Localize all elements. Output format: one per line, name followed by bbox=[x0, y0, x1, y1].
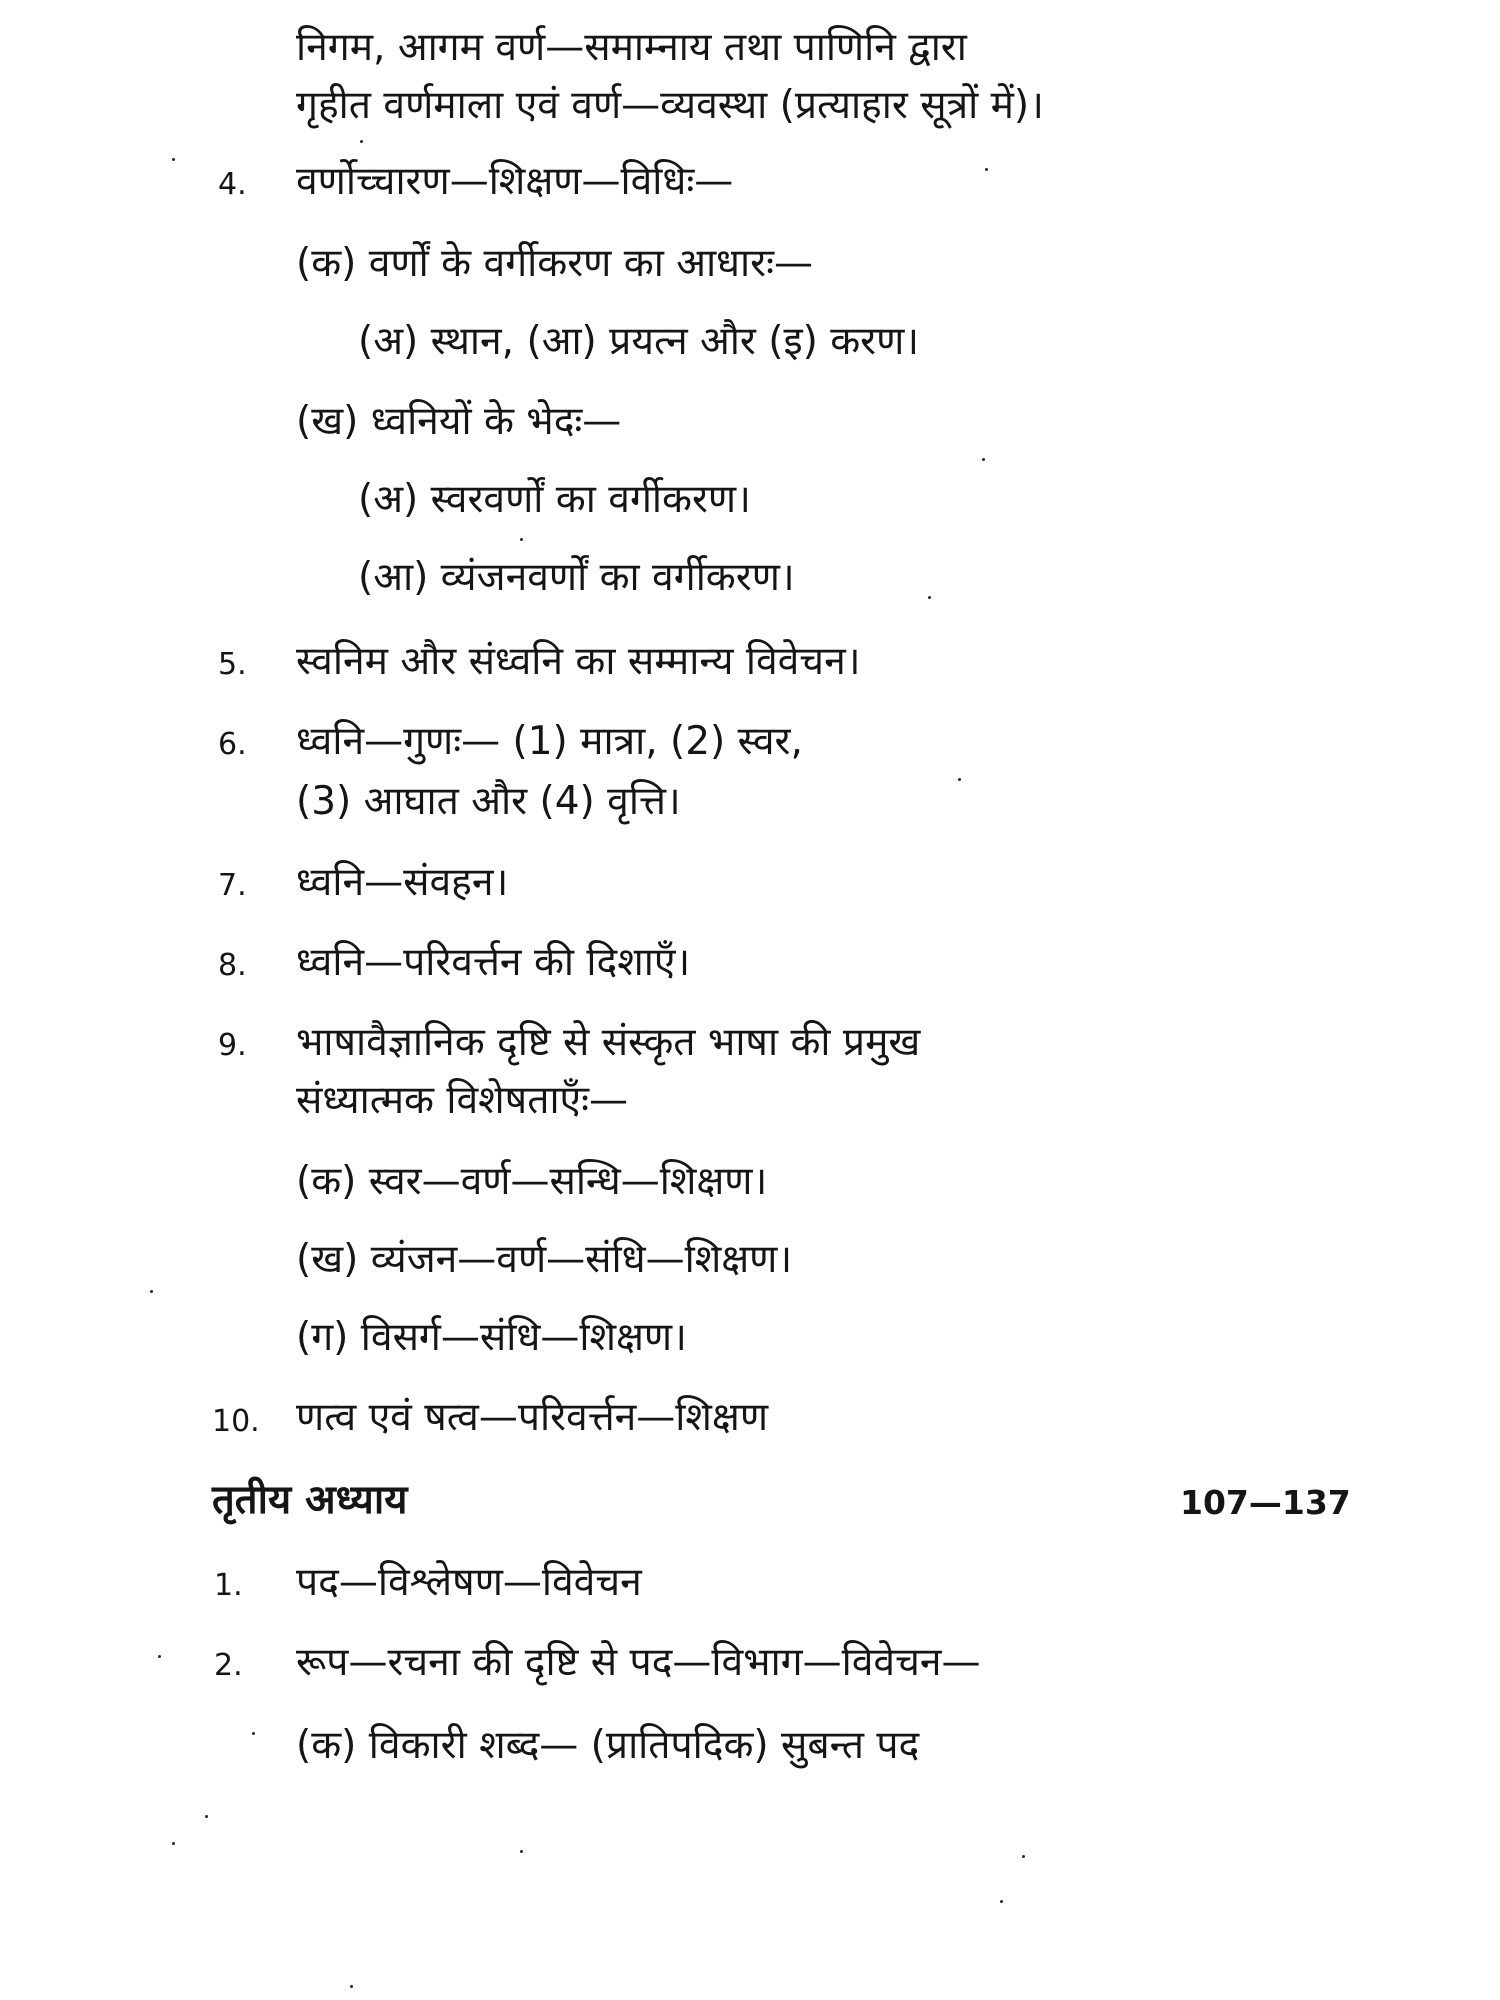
sub-item: (ख) ध्वनियों के भेदः— bbox=[296, 399, 622, 444]
sub-item: (ख) व्यंजन—वर्ण—संधि—शिक्षण। bbox=[296, 1237, 793, 1282]
item-text: (3) आघात और (4) वृत्ति। bbox=[296, 779, 681, 824]
item-text: ध्वनि—गुणः— (1) मात्रा, (2) स्वर, bbox=[296, 719, 803, 764]
scan-speck bbox=[360, 140, 363, 143]
item-text: स्वनिम और संध्वनि का सम्मान्य विवेचन। bbox=[296, 639, 861, 684]
scan-speck bbox=[982, 458, 985, 461]
sub-item: (क) स्वर—वर्ण—सन्धि—शिक्षण। bbox=[296, 1159, 768, 1204]
item-number: 5. bbox=[218, 647, 247, 682]
sub-sub-item: (अ) स्वरवर्णों का वर्गीकरण। bbox=[358, 477, 751, 522]
item-number: 6. bbox=[218, 727, 247, 762]
item-number: 9. bbox=[218, 1028, 247, 1063]
scan-speck bbox=[928, 596, 931, 599]
item-number: 7. bbox=[218, 868, 247, 903]
item-text: पद—विश्लेषण—विवेचन bbox=[296, 1560, 642, 1605]
item-number: 1. bbox=[214, 1568, 243, 1603]
scan-speck bbox=[985, 168, 988, 171]
scan-speck bbox=[1022, 1855, 1025, 1858]
item-number: 10. bbox=[212, 1404, 260, 1439]
item-text: णत्व एवं षत्व—परिवर्त्तन—शिक्षण bbox=[296, 1395, 769, 1440]
sub-item: (क) वर्णों के वर्गीकरण का आधारः— bbox=[296, 241, 813, 286]
scan-speck bbox=[252, 1732, 255, 1735]
sub-sub-item: (आ) व्यंजनवर्णों का वर्गीकरण। bbox=[358, 555, 795, 600]
item-text: संध्यात्मक विशेषताएँः— bbox=[296, 1078, 629, 1123]
scan-speck bbox=[520, 538, 523, 541]
scan-speck bbox=[158, 1655, 161, 1658]
scan-speck bbox=[958, 778, 961, 781]
scan-speck bbox=[172, 1842, 175, 1845]
scan-speck bbox=[205, 1815, 208, 1818]
scan-speck bbox=[520, 1850, 523, 1853]
text-line: गृहीत वर्णमाला एवं वर्ण—व्यवस्था (प्रत्याहार सूत्रों में)। bbox=[296, 83, 1044, 128]
text-line: निगम, आगम वर्ण—समाम्नाय तथा पाणिनि द्वारा bbox=[296, 25, 967, 70]
item-number: 2. bbox=[214, 1648, 243, 1683]
scan-speck bbox=[172, 158, 175, 161]
item-number: 4. bbox=[218, 167, 247, 202]
sub-sub-item: (अ) स्थान, (आ) प्रयत्न और (इ) करण। bbox=[358, 319, 920, 364]
sub-item: (क) विकारी शब्द— (प्रातिपदिक) सुबन्त पद bbox=[296, 1723, 920, 1768]
item-text: भाषावैज्ञानिक दृष्टि से संस्कृत भाषा की प्रमुख bbox=[296, 1020, 921, 1065]
scan-speck bbox=[1000, 1900, 1003, 1903]
item-number: 8. bbox=[218, 948, 247, 983]
chapter-heading: तृतीय अध्याय bbox=[212, 1477, 408, 1523]
item-text: वर्णोच्चारण—शिक्षण—विधिः— bbox=[296, 159, 734, 204]
scan-speck bbox=[150, 1290, 153, 1293]
scan-speck bbox=[350, 1985, 353, 1988]
page-range: 107—137 bbox=[1180, 1483, 1351, 1522]
item-text: ध्वनि—परिवर्त्तन की दिशाएँ। bbox=[296, 940, 691, 985]
item-text: रूप—रचना की दृष्टि से पद—विभाग—विवेचन— bbox=[296, 1640, 981, 1685]
item-text: ध्वनि—संवहन। bbox=[296, 860, 509, 905]
sub-item: (ग) विसर्ग—संधि—शिक्षण। bbox=[296, 1315, 687, 1360]
